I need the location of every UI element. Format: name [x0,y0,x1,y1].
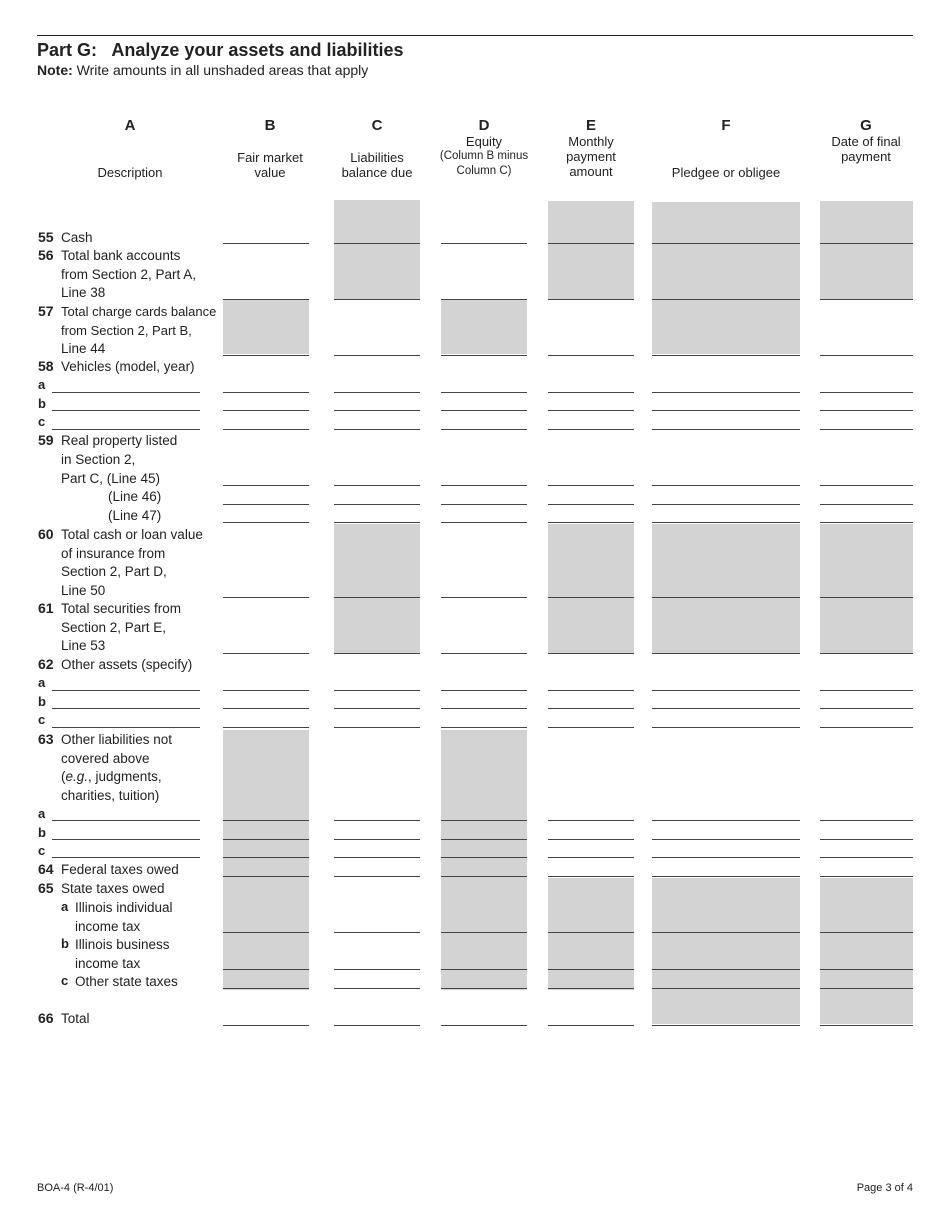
line-62b-col-f-field[interactable] [652,708,800,709]
shade-col-f-60-61 [652,524,800,654]
line-61-col-c-field[interactable] [334,653,420,654]
line-59-47-col-f-field[interactable] [652,522,800,523]
shade-col-d-63-65 [441,730,527,990]
line-65b-col-g-field[interactable] [820,969,913,970]
line-59-45-col-d-field[interactable] [441,485,527,486]
line-65a-col-b-field[interactable] [223,932,309,933]
line-60-label-2: of insurance from [61,545,166,561]
line-55-number: 55 [38,229,54,245]
line-62a-col-d-field[interactable] [441,690,527,691]
note [37,62,368,78]
line-58a-col-b-field[interactable] [223,392,309,393]
part-title: Analyze your assets and liabilities [111,40,404,60]
line-65b-col-f-field[interactable] [652,969,800,970]
line-63-label-4: charities, tuition) [61,787,160,803]
line-62b-col-b-field[interactable] [223,708,309,709]
col-f-label: Pledgee or obligee [671,165,781,180]
line-66-col-b-field[interactable] [223,1025,309,1026]
line-63a-letter: a [38,806,46,821]
line-56-col-b-field[interactable] [223,299,309,300]
col-a-letter: A [124,117,136,134]
line-60-col-d-field[interactable] [441,597,527,598]
line-58c-col-b-field[interactable] [223,429,309,430]
line-63c-col-e-field[interactable] [548,857,634,858]
col-d-sublabel: (Column B minus Column C) [439,150,529,177]
line-59-46-col-g-field[interactable] [820,504,913,505]
line-59-45-col-f-field[interactable] [652,485,800,486]
line-56-label-1: Total bank accounts [61,248,181,263]
col-c-letter: C [371,117,383,134]
line-66-col-e-field[interactable] [548,1025,634,1026]
line-66-col-d-field[interactable] [441,1025,527,1026]
line-63b-letter: b [38,824,46,840]
line-58c-letter: c [38,414,46,429]
line-60-col-g-field[interactable] [820,597,913,598]
line-59-47-col-c-field[interactable] [334,522,420,523]
line-56-col-c-field[interactable] [334,299,420,300]
line-57-label-1: Total charge cards balance [61,304,217,319]
line-66-number: 66 [38,1010,54,1026]
line-63a-col-f-field[interactable] [652,820,800,821]
line-62c-letter: c [38,712,46,727]
line-60-col-b-field[interactable] [223,597,309,598]
line-62c-description-field[interactable] [52,727,200,728]
line-58a-col-c-field[interactable] [334,392,420,393]
line-64-col-e-field[interactable] [548,876,634,877]
line-63a-description-field[interactable] [52,820,200,821]
line-65c-letter: c [61,973,69,988]
note-text: Write amounts in all unshaded areas that apply [76,62,369,78]
line-62a-col-g-field[interactable] [820,690,913,691]
line-66-col-g-field[interactable] [820,1025,913,1026]
line-58a-col-f-field[interactable] [652,392,800,393]
line-57-col-g-field[interactable] [820,355,913,356]
col-g-label: Date of final payment [831,134,901,164]
line-63-eg: e.g. [65,769,89,784]
line-61-col-e-field[interactable] [548,653,634,654]
line-56-col-g-field[interactable] [820,299,913,300]
line-57-col-e-field[interactable] [548,355,634,356]
col-e-label: Monthly payment amount [566,134,616,179]
line-65c-col-g-field[interactable] [820,988,913,989]
line-58c-col-g-field[interactable] [820,429,913,430]
line-61-number: 61 [38,600,54,616]
line-62c-col-f-field[interactable] [652,727,800,728]
line-59-label-4: (Line 46) [108,489,162,504]
shade-col-f-55-57 [652,202,800,354]
line-58a-letter: a [38,377,46,392]
col-b-letter: B [264,117,276,134]
col-e-letter: E [585,117,596,134]
line-62-label: Other assets (specify) [61,657,193,672]
line-58a-col-d-field[interactable] [441,392,527,393]
shade-col-e-60-61 [548,524,634,654]
line-55-col-d-field[interactable] [441,243,527,244]
line-57-col-f-field[interactable] [652,355,800,356]
line-65b-col-c-field[interactable] [334,969,420,970]
line-63c-col-d-field[interactable] [441,857,527,858]
line-66-col-f-field[interactable] [652,1025,800,1026]
form-id: BOA-4 (R-4/01) [37,1182,114,1194]
line-61-col-g-field[interactable] [820,653,913,654]
line-63-number: 63 [38,731,54,747]
shade-col-e-55-56 [548,201,634,300]
line-65a-label-2: income tax [75,918,141,934]
line-58c-col-d-field[interactable] [441,429,527,430]
line-59-46-col-c-field[interactable] [334,504,420,505]
col-a-label: Description [97,165,163,180]
line-56-col-e-field[interactable] [548,299,634,300]
col-f-letter: F [721,117,731,134]
line-65b-label-2: income tax [75,955,141,971]
line-65c-col-e-field[interactable] [548,988,634,989]
shade-col-g-55-56 [820,201,913,300]
col-b-label: Fair market value [237,150,303,180]
line-64-col-d-field[interactable] [441,876,527,877]
line-62a-letter: a [38,675,46,690]
line-59-label-2: in Section 2, [61,452,136,467]
shade-col-b-63-65 [223,730,309,990]
line-65a-label-1: Illinois individual [75,900,173,915]
line-58c-col-f-field[interactable] [652,429,800,430]
line-65b-col-d-field[interactable] [441,969,527,970]
line-59-label-5: (Line 47) [108,507,162,523]
line-63c-col-g-field[interactable] [820,857,913,858]
line-63a-col-g-field[interactable] [820,820,913,821]
line-58b-col-c-field[interactable] [334,410,420,411]
line-62a-col-e-field[interactable] [548,690,634,691]
line-62c-col-c-field[interactable] [334,727,420,728]
line-56-number: 56 [38,247,54,263]
line-60-col-f-field[interactable] [652,597,800,598]
shade-col-b-57 [223,300,309,354]
line-63-examples: , judgments, [88,769,162,784]
line-65b-col-e-field[interactable] [548,969,634,970]
line-58b-col-b-field[interactable] [223,410,309,411]
line-59-45-col-c-field[interactable] [334,485,420,486]
line-65c-col-f-field[interactable] [652,988,800,989]
line-61-label-3: Line 53 [61,638,106,653]
line-59-46-col-d-field[interactable] [441,504,527,505]
line-59-label-3: Part C, (Line 45) [61,470,161,486]
line-63b-col-c-field[interactable] [334,839,420,840]
line-62a-description-field[interactable] [52,690,200,691]
line-59-45-col-e-field[interactable] [548,485,634,486]
line-60-label-3: Section 2, Part D, [61,564,167,579]
line-56-col-d-field[interactable] [441,299,527,300]
col-c-label: Liabilities balance due [341,150,413,180]
top-rule [37,35,913,36]
shade-col-c-60-61 [334,524,420,654]
page-number: Page 3 of 4 [856,1182,913,1194]
line-63b-col-f-field[interactable] [652,839,800,840]
line-58-label: Vehicles (model, year) [61,359,195,374]
line-62c-col-e-field[interactable] [548,727,634,728]
line-57-col-c-field[interactable] [334,355,420,356]
line-63c-col-b-field[interactable] [223,857,309,858]
line-57-number: 57 [38,303,54,319]
line-65b-label-1: Illinois business [75,937,170,952]
line-55-col-b-field[interactable] [223,243,309,244]
line-57-label-2: from Section 2, Part B, [61,322,192,338]
line-59-45-col-g-field[interactable] [820,485,913,486]
line-62-number: 62 [38,656,54,672]
line-65b-col-b-field[interactable] [223,969,309,970]
line-59-46-col-b-field[interactable] [223,504,309,505]
line-63-paren: ( [61,769,66,784]
line-59-46-col-f-field[interactable] [652,504,800,505]
line-63a-col-b-field[interactable] [223,820,309,821]
line-58c-col-e-field[interactable] [548,429,634,430]
line-66-col-c-field[interactable] [334,1025,420,1026]
line-62b-col-e-field[interactable] [548,708,634,709]
col-d-label [434,134,534,179]
line-59-47-col-e-field[interactable] [548,522,634,523]
line-65-number: 65 [38,880,54,896]
line-64-col-b-field[interactable] [223,876,309,877]
line-63-label-1: Other liabilities not [61,732,173,747]
line-62c-col-g-field[interactable] [820,727,913,728]
line-63b-description-field[interactable] [52,839,200,840]
line-63a-col-e-field[interactable] [548,820,634,821]
line-64-number: 64 [38,861,54,877]
line-64-col-g-field[interactable] [820,876,913,877]
line-61-col-d-field[interactable] [441,653,527,654]
line-56-col-f-field[interactable] [652,299,800,300]
line-57-col-b-field[interactable] [223,355,309,356]
line-63c-col-f-field[interactable] [652,857,800,858]
col-g-letter: G [860,117,872,134]
line-58b-letter: b [38,395,46,411]
line-58a-description-field[interactable] [52,392,200,393]
line-63a-col-d-field[interactable] [441,820,527,821]
line-61-label-2: Section 2, Part E, [61,619,167,635]
line-58c-col-c-field[interactable] [334,429,420,430]
line-58b-description-field[interactable] [52,410,200,411]
line-62b-letter: b [38,693,46,709]
line-60-col-c-field[interactable] [334,597,420,598]
shade-col-g-60-61 [820,524,913,654]
line-61-col-f-field[interactable] [652,653,800,654]
line-64-col-c-field[interactable] [334,876,420,877]
line-65b-letter: b [61,936,69,951]
line-59-number: 59 [38,432,54,448]
shade-col-c-55-56 [334,200,420,300]
line-62b-col-c-field[interactable] [334,708,420,709]
col-d-letter: D [478,117,490,134]
line-58-number: 58 [38,358,54,374]
line-63b-col-d-field[interactable] [441,839,527,840]
line-59-47-col-d-field[interactable] [441,522,527,523]
line-65a-col-c-field[interactable] [334,932,420,933]
line-59-label-1: Real property listed [61,433,178,448]
line-65c-col-d-field[interactable] [441,988,527,989]
line-58b-col-e-field[interactable] [548,410,634,411]
line-59-45-col-b-field[interactable] [223,485,309,486]
line-65c-col-b-field[interactable] [223,988,309,989]
shade-col-f-65-66 [652,878,800,1024]
line-62a-col-b-field[interactable] [223,690,309,691]
line-57-label-3: Line 44 [61,341,106,356]
note-label: Note: [37,62,73,78]
line-55-col-c-field[interactable] [334,243,420,244]
line-63b-col-g-field[interactable] [820,839,913,840]
line-58a-col-e-field[interactable] [548,392,634,393]
line-65a-col-g-field[interactable] [820,932,913,933]
line-65a-col-f-field[interactable] [652,932,800,933]
line-66-label: Total [61,1011,90,1026]
line-55-col-f-field[interactable] [652,243,800,244]
shade-col-g-65-66 [820,878,913,1024]
line-65a-letter: a [61,899,69,914]
page-title [37,40,403,61]
line-58b-col-d-field[interactable] [441,410,527,411]
line-55-label: Cash [61,230,93,245]
line-60-label-4: Line 50 [61,582,106,598]
line-62b-col-d-field[interactable] [441,708,527,709]
line-61-col-b-field[interactable] [223,653,309,654]
line-59-47-col-g-field[interactable] [820,522,913,523]
line-65a-col-d-field[interactable] [441,932,527,933]
line-65a-col-e-field[interactable] [548,932,634,933]
line-55-col-e-field[interactable] [548,243,634,244]
line-58a-col-g-field[interactable] [820,392,913,393]
line-59-47-col-b-field[interactable] [223,522,309,523]
line-64-col-f-field[interactable] [652,876,800,877]
line-62b-col-g-field[interactable] [820,708,913,709]
line-62b-description-field[interactable] [52,708,200,709]
line-63c-letter: c [38,843,46,858]
line-61-label-1: Total securities from [61,601,182,616]
line-56-label-2: from Section 2, Part A, [61,266,197,282]
line-58b-col-f-field[interactable] [652,410,800,411]
line-60-label-1: Total cash or loan value [61,527,203,542]
line-58b-col-g-field[interactable] [820,410,913,411]
line-63a-col-c-field[interactable] [334,820,420,821]
line-59-46-col-e-field[interactable] [548,504,634,505]
line-63b-col-b-field[interactable] [223,839,309,840]
line-62a-col-c-field[interactable] [334,690,420,691]
line-62c-col-d-field[interactable] [441,727,527,728]
shade-col-d-57 [441,300,527,354]
line-63-label-3 [61,768,162,787]
line-56-label-3: Line 38 [61,285,106,300]
line-55-col-g-field[interactable] [820,243,913,244]
shade-col-e-65 [548,878,634,990]
line-60-col-e-field[interactable] [548,597,634,598]
line-58c-description-field[interactable] [52,429,200,430]
line-65c-col-c-field[interactable] [334,988,420,989]
line-63-label-2: covered above [61,750,150,766]
line-64-label: Federal taxes owed [61,862,179,877]
line-57-col-d-field[interactable] [441,355,527,356]
line-63b-col-e-field[interactable] [548,839,634,840]
line-62c-col-b-field[interactable] [223,727,309,728]
line-60-number: 60 [38,526,54,542]
col-d-label-main: Equity [465,134,503,149]
line-63c-col-c-field[interactable] [334,857,420,858]
line-62a-col-f-field[interactable] [652,690,800,691]
part-label: Part G: [37,40,98,60]
line-65c-label: Other state taxes [75,974,178,989]
line-65-label: State taxes owed [61,881,165,896]
line-63c-description-field[interactable] [52,857,200,858]
